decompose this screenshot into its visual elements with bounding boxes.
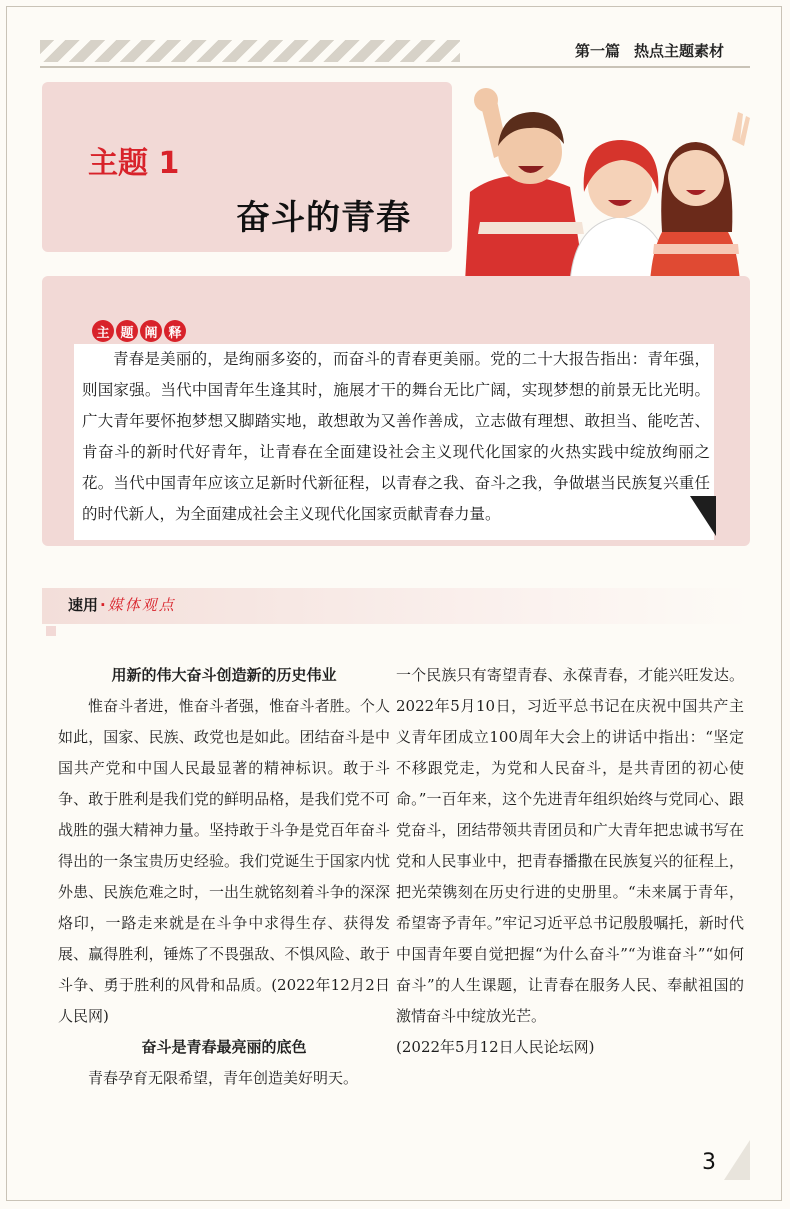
section-separator: · (100, 596, 106, 614)
theme-interpretation-badge (92, 320, 186, 342)
boy-fist (474, 88, 498, 112)
article-body-continued: 一个民族只有寄望青春、永葆青春，才能兴旺发达。2022年5月10日，习近平总书记在庆祝中国共产主义青年团成立100周年大会上的讲话中指出：“坚定不移跟党走，为党和人民奋斗，是共青团的初心使命。”一百年来，这个先进青年组织始终与党同心、跟党奋斗，团结带领共青团员和广大青年把忠诚书写在党和人民事业中，把青春播撒在民族复兴的征程上，把光荣镌刻在历史行进的史册里。“未来属于青年，希望寄予青年。”牢记习近平总书记殷殷嘱托，新时代中国青年要自觉把握“为什么奋斗”“为谁奋斗”“如何奋斗”的人生课题，让青春在服务人民、奉献祖国的激情奋斗中绽放光芒。 (396, 666, 744, 1025)
theme-title: 奋斗的青春 (236, 198, 411, 238)
theme-number: 主题 1 (88, 146, 180, 181)
header-stripe-decoration (40, 40, 460, 62)
theme-interpretation-text: 青春是美丽的，是绚丽多姿的，而奋斗的青春更美丽。党的二十大报告指出：青年强，则国家强。当代中国青年生逢其时，施展才干的舞台无比广阔，实现梦想的前景无比光明。广大青年要怀抱梦想又脚踏实地，敢想敢为又善作善成，立志做有理想、敢担当、能吃苦、肯奋斗的新时代好青年，让青春在全面建设社会主义现代化国家的火热实践中绽放绚丽之花。当代中国青年应该立足新时代新征程，以青春之我、奋斗之我，争做堪当民族复兴重任的时代新人，为全面建成社会主义现代化国家贡献青春力量。 (82, 350, 710, 523)
badge-char: 释 (164, 320, 186, 342)
article-column-right (396, 660, 744, 1063)
article-body: 青春孕育无限希望，青年创造美好明天。 (88, 1069, 359, 1087)
right-girl-peace-hand (732, 112, 750, 146)
header-rule (40, 66, 750, 68)
section-corner-mark (46, 626, 56, 636)
article-body: 惟奋斗者进，惟奋斗者强，惟奋斗者胜。个人如此，国家、民族、政党也是如此。团结奋斗是中国共产党和中国人民最显著的精神标识。敢于斗争、敢于胜利是我们党的鲜明品格，是我们党不可战胜的强大精神力量。坚持敢于斗争是党百年奋斗得出的一条宝贵历史经验。我们党诞生于国家内忧外患、民族危难之时，一出生就铭刻着斗争的深深烙印，一路走来就是在斗争中求得生存、获得发展、赢得胜利，锤炼了不畏强敌、不惧风险、敢于斗争、勇于胜利的风骨和品质。(2022年12月2日人民网) (58, 697, 390, 1025)
badge-char: 主 (92, 320, 114, 342)
folded-corner (690, 496, 716, 536)
article-source: (2022年5月12日人民论坛网) (396, 1038, 595, 1056)
boy-shirt-stripe (478, 222, 584, 234)
badge-char: 阐 (140, 320, 162, 342)
right-girl-shirt-stripe (653, 244, 739, 254)
right-girl-face (668, 150, 724, 206)
header-section-title: 热点主题素材 (633, 42, 724, 60)
badge-char: 题 (116, 320, 138, 342)
running-header (561, 40, 724, 62)
header-part: 第一篇 (574, 42, 620, 60)
page-number: 3 (702, 1150, 716, 1175)
article-title: 用新的伟大奋斗创造新的历史伟业 (111, 666, 337, 684)
article-column-left (58, 660, 390, 1094)
article-title: 奋斗是青春最亮丽的底色 (141, 1038, 307, 1056)
youth-cheering-illustration (450, 82, 750, 282)
section-subtitle: 媒体观点 (107, 596, 176, 614)
section-label: 速用 (68, 596, 99, 614)
page-curl (724, 1140, 750, 1180)
section-heading (68, 592, 176, 618)
